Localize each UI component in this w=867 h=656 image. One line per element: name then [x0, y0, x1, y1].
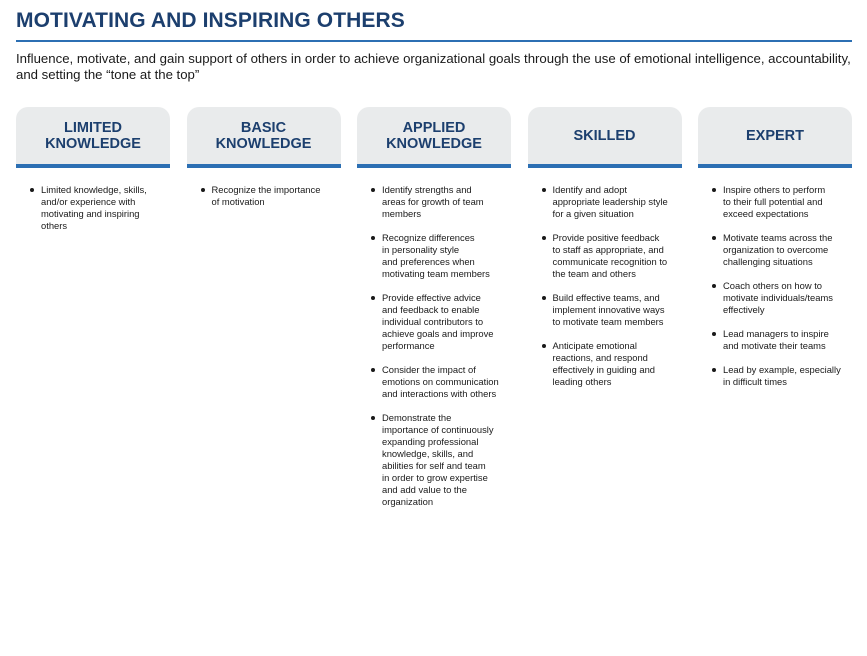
level-column-skilled	[528, 107, 682, 520]
behavior-list	[187, 184, 341, 208]
behavior-item: Identify strengths and areas for growth of team members	[371, 184, 511, 220]
competency-description: Influence, motivate, and gain support of others in order to achieve organizational goals through the use of emotional intelligence, accountability, and setting the “tone at the top”	[16, 51, 851, 82]
level-column-applied-knowledge	[357, 107, 511, 520]
behavior-item: Anticipate emotional reactions, and respond effectively in guiding and leading others	[542, 340, 682, 388]
behavior-item: Inspire others to perform to their full potential and exceed expectations	[712, 184, 852, 220]
behavior-item: Lead managers to inspire and motivate their teams	[712, 328, 852, 352]
level-header	[698, 107, 852, 168]
behavior-item: Provide effective advice and feedback to enable individual contributors to achieve goals and improve performance	[371, 292, 511, 352]
level-header	[357, 107, 511, 168]
behavior-item: Provide positive feedback to staff as appropriate, and communicate recognition to the team and others	[542, 232, 682, 280]
level-header	[16, 107, 170, 168]
behavior-item: Build effective teams, and implement innovative ways to motivate team members	[542, 292, 682, 328]
level-column-basic-knowledge	[187, 107, 341, 520]
behavior-item: Identify and adopt appropriate leadership style for a given situation	[542, 184, 682, 220]
title-divider	[16, 40, 852, 42]
level-title: APPLIED KNOWLEDGE	[386, 119, 482, 152]
behavior-item: Recognize the importance of motivation	[201, 184, 341, 208]
behavior-item: Recognize differences in personality style and preferences when motivating team members	[371, 232, 511, 280]
behavior-item: Coach others on how to motivate individuals/teams effectively	[712, 280, 852, 316]
proficiency-levels	[16, 107, 852, 520]
page-title: MOTIVATING AND INSPIRING OTHERS	[16, 9, 405, 32]
level-title: LIMITED KNOWLEDGE	[45, 119, 141, 152]
behavior-item: Lead by example, especially in difficult times	[712, 364, 852, 388]
level-title: BASIC KNOWLEDGE	[215, 119, 312, 152]
behavior-list	[357, 184, 511, 508]
behavior-list	[16, 184, 170, 232]
behavior-item: Motivate teams across the organization to overcome challenging situations	[712, 232, 852, 268]
level-header	[187, 107, 341, 168]
behavior-list	[528, 184, 682, 388]
behavior-item: Limited knowledge, skills, and/or experience with motivating and inspiring others	[30, 184, 170, 232]
level-column-expert	[698, 107, 852, 520]
level-title: EXPERT	[745, 127, 804, 144]
level-title: SKILLED	[573, 127, 636, 144]
level-header	[528, 107, 682, 168]
level-column-limited-knowledge	[16, 107, 170, 520]
behavior-item: Consider the impact of emotions on communication and interactions with others	[371, 364, 511, 400]
behavior-list	[698, 184, 852, 388]
behavior-item: Demonstrate the importance of continuously expanding professional knowledge, skills, and abilities for self and team in order to grow expertise and add value to the organization	[371, 412, 511, 508]
